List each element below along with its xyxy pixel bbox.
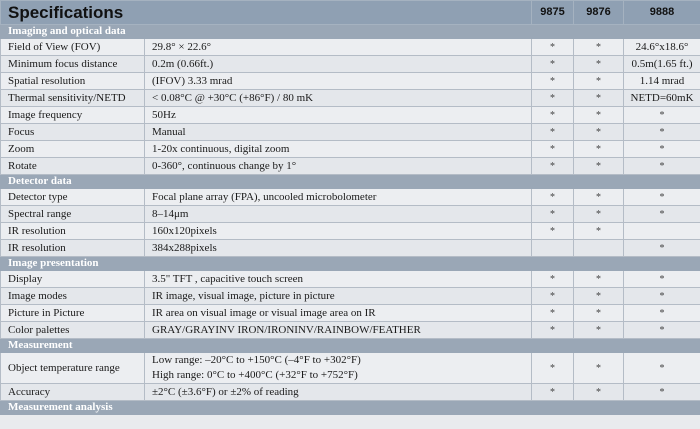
row-value: 3.5" TFT , capacitive touch screen (145, 271, 532, 288)
row-label: Field of View (FOV) (1, 39, 145, 56)
model-9888-cell: 0.5m(1.65 ft.) (624, 56, 700, 73)
model-9888-cell: * (624, 288, 700, 305)
table-title: Specifications (1, 1, 532, 25)
model-9888-cell: * (624, 107, 700, 124)
model-9876-cell: * (574, 73, 624, 90)
row-value: 1-20x continuous, digital zoom (145, 141, 532, 158)
row-label: Thermal sensitivity/NETD (1, 90, 145, 107)
table-row (1, 240, 700, 257)
table-row (1, 39, 700, 56)
row-value: 8–14μm (145, 206, 532, 223)
table-row (1, 141, 700, 158)
model-9875-cell: * (532, 288, 574, 305)
section-title: Imaging and optical data (1, 25, 700, 39)
row-value: 0.2m (0.66ft.) (145, 56, 532, 73)
row-value: Manual (145, 124, 532, 141)
table-header-row (1, 1, 700, 25)
section-title: Image presentation (1, 257, 700, 271)
model-9875-cell: * (532, 353, 574, 384)
row-value-line: High range: 0°C to +400°C (+32°F to +752°F) (152, 369, 358, 381)
table-row (1, 158, 700, 175)
model-9888-cell: 24.6°x18.6° (624, 39, 700, 56)
table-row (1, 124, 700, 141)
model-9875-cell (532, 240, 574, 257)
model-9875-header: 9875 (532, 1, 574, 25)
row-label: Focus (1, 124, 145, 141)
model-9888-header: 9888 (624, 1, 700, 25)
row-label: Picture in Picture (1, 305, 145, 322)
model-9875-cell: * (532, 39, 574, 56)
row-label: Accuracy (1, 384, 145, 401)
row-label: Image modes (1, 288, 145, 305)
row-label: Detector type (1, 189, 145, 206)
table-row (1, 305, 700, 322)
section-title: Measurement analysis (1, 401, 700, 415)
model-9888-cell (624, 223, 700, 240)
row-label: Minimum focus distance (1, 56, 145, 73)
model-9888-cell: * (624, 206, 700, 223)
model-9876-cell: * (574, 271, 624, 288)
row-label: IR resolution (1, 223, 145, 240)
row-value: (IFOV) 3.33 mrad (145, 73, 532, 90)
table-row (1, 56, 700, 73)
section-header-row (1, 257, 700, 271)
row-label: Image frequency (1, 107, 145, 124)
table-row (1, 288, 700, 305)
model-9876-cell: * (574, 322, 624, 339)
row-value: 50Hz (145, 107, 532, 124)
section-header-row (1, 401, 700, 415)
model-9888-cell: * (624, 240, 700, 257)
model-9888-cell: * (624, 124, 700, 141)
row-label: IR resolution (1, 240, 145, 257)
model-9888-cell: * (624, 271, 700, 288)
model-9888-cell: * (624, 322, 700, 339)
model-9875-cell: * (532, 384, 574, 401)
row-value: Focal plane array (FPA), uncooled microbolometer (145, 189, 532, 206)
model-9875-cell: * (532, 305, 574, 322)
model-9876-cell: * (574, 384, 624, 401)
model-9876-cell: * (574, 305, 624, 322)
model-9875-cell: * (532, 158, 574, 175)
row-label: Rotate (1, 158, 145, 175)
table-row (1, 73, 700, 90)
model-9876-cell: * (574, 107, 624, 124)
model-9876-cell: * (574, 56, 624, 73)
model-9876-cell: * (574, 39, 624, 56)
row-label: Display (1, 271, 145, 288)
model-9888-cell: * (624, 384, 700, 401)
row-value: IR image, visual image, picture in picture (145, 288, 532, 305)
model-9888-cell: * (624, 141, 700, 158)
table-body (1, 25, 700, 415)
model-9875-cell: * (532, 107, 574, 124)
section-header-row (1, 175, 700, 189)
model-9876-cell: * (574, 206, 624, 223)
row-label: Object temperature range (1, 353, 145, 384)
row-value: IR area on visual image or visual image area on IR (145, 305, 532, 322)
model-9876-cell: * (574, 141, 624, 158)
section-header-row (1, 339, 700, 353)
model-9876-cell: * (574, 124, 624, 141)
section-header-row (1, 25, 700, 39)
row-value-line: Low range: –20°C to +150°C (–4°F to +302°F) (152, 354, 361, 366)
row-label: Color palettes (1, 322, 145, 339)
model-9888-cell: * (624, 158, 700, 175)
model-9876-header: 9876 (574, 1, 624, 25)
model-9875-cell: * (532, 73, 574, 90)
model-9875-cell: * (532, 124, 574, 141)
row-value (145, 353, 532, 384)
model-9876-cell: * (574, 90, 624, 107)
model-9888-cell: * (624, 189, 700, 206)
row-label: Zoom (1, 141, 145, 158)
table-row (1, 107, 700, 124)
row-value: 0-360°, continuous change by 1° (145, 158, 532, 175)
model-9888-cell: * (624, 305, 700, 322)
model-9876-cell: * (574, 353, 624, 384)
model-9875-cell: * (532, 271, 574, 288)
row-label: Spatial resolution (1, 73, 145, 90)
table-row (1, 384, 700, 401)
table-row (1, 223, 700, 240)
model-9875-cell: * (532, 189, 574, 206)
row-value: GRAY/GRAYINV IRON/IRONINV/RAINBOW/FEATHER (145, 322, 532, 339)
row-value: 29.8° × 22.6° (145, 39, 532, 56)
model-9875-cell: * (532, 141, 574, 158)
row-label: Spectral range (1, 206, 145, 223)
table-row (1, 322, 700, 339)
model-9876-cell: * (574, 158, 624, 175)
table-row (1, 271, 700, 288)
row-value: 384x288pixels (145, 240, 532, 257)
model-9876-cell: * (574, 223, 624, 240)
model-9888-cell: * (624, 353, 700, 384)
table-row (1, 353, 700, 384)
section-title: Detector data (1, 175, 700, 189)
table-row (1, 189, 700, 206)
model-9876-cell: * (574, 288, 624, 305)
model-9875-cell: * (532, 206, 574, 223)
row-value: ±2°C (±3.6°F) or ±2% of reading (145, 384, 532, 401)
model-9888-cell: NETD=60mK (624, 90, 700, 107)
model-9875-cell: * (532, 322, 574, 339)
table-row (1, 90, 700, 107)
model-9875-cell: * (532, 223, 574, 240)
model-9876-cell (574, 240, 624, 257)
model-9876-cell: * (574, 189, 624, 206)
row-value: 160x120pixels (145, 223, 532, 240)
row-value: < 0.08°C @ +30°C (+86°F) / 80 mK (145, 90, 532, 107)
section-title: Measurement (1, 339, 700, 353)
model-9888-cell: 1.14 mrad (624, 73, 700, 90)
model-9875-cell: * (532, 56, 574, 73)
table-row (1, 206, 700, 223)
model-9875-cell: * (532, 90, 574, 107)
